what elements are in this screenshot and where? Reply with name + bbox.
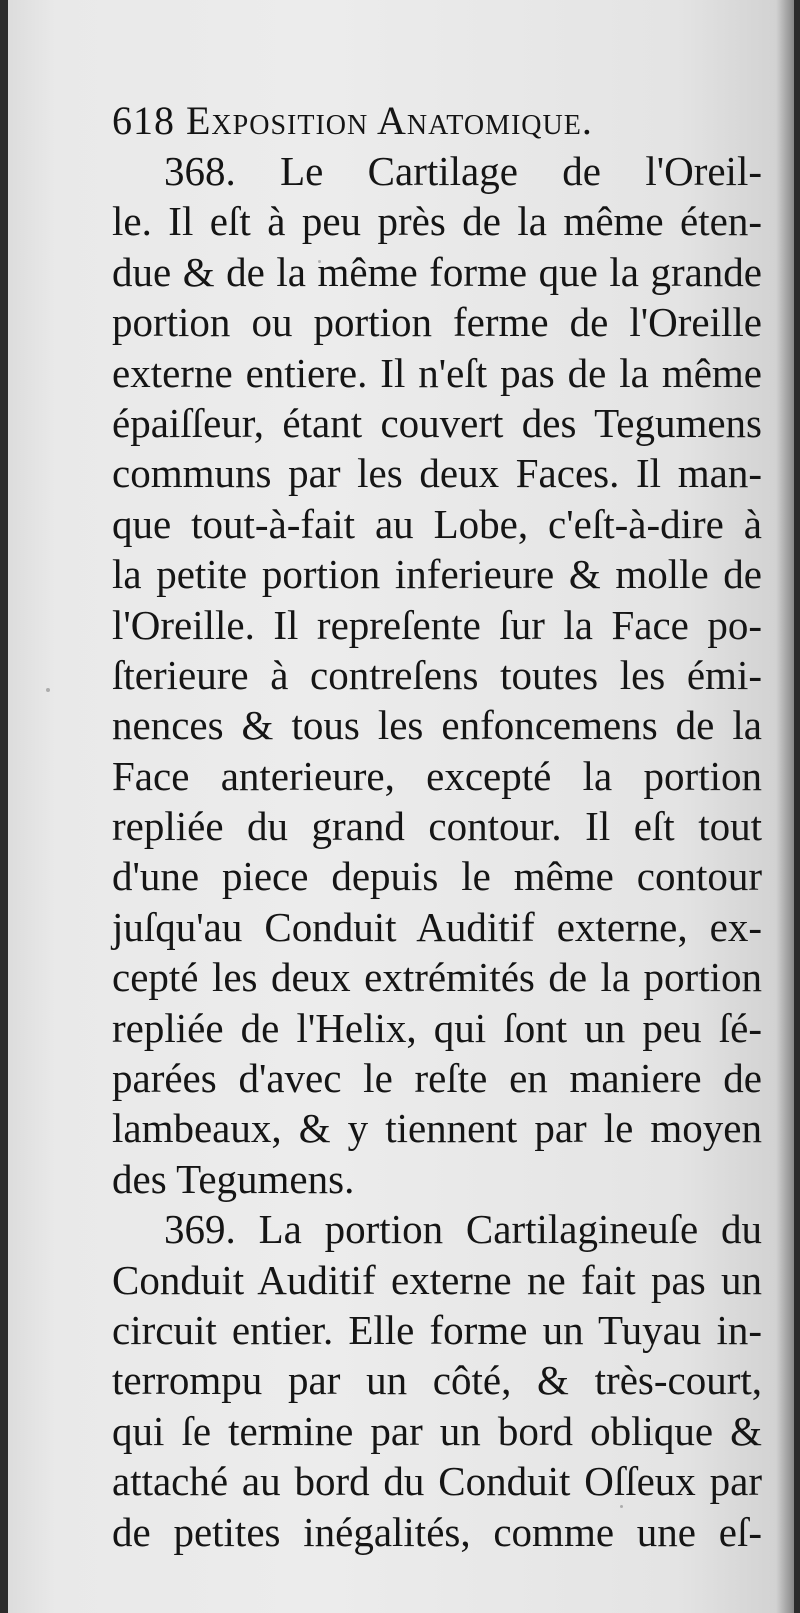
text-line: externe entiere. Il n'eſt pas de la même bbox=[112, 349, 762, 396]
text-line: juſqu'au Conduit Auditif externe, ex- bbox=[112, 903, 762, 950]
text-line: repliée du grand contour. Il eſt tout bbox=[112, 803, 762, 850]
paper-speck bbox=[46, 688, 50, 692]
text-line: attaché au bord du Conduit Oſſeux par bbox=[112, 1458, 762, 1505]
book-page bbox=[8, 0, 794, 1613]
text-line: que tout-à-fait au Lobe, c'eſt-à-dire à bbox=[112, 500, 762, 547]
text-line: terrompu par un côté, & très-court, bbox=[112, 1357, 762, 1404]
text-line: épaiſſeur, étant couvert des Tegumens bbox=[112, 399, 762, 446]
text-line: des Tegumens. bbox=[112, 1155, 355, 1202]
text-line: lambeaux, & y tiennent par le moyen bbox=[112, 1105, 762, 1152]
paper-speck bbox=[318, 260, 321, 263]
text-line: due & de la même forme que la grande bbox=[112, 248, 762, 295]
text-line: 368. Le Cartilage de l'Oreil- bbox=[164, 148, 762, 194]
text-line: de petites inégalités, comme une eſ- bbox=[112, 1508, 762, 1555]
text-line: l'Oreille. Il repreſente ſur la Face po- bbox=[112, 601, 762, 648]
text-line: la petite portion inferieure & molle de bbox=[112, 551, 762, 598]
running-head: 618 Exposition Anatomique. bbox=[112, 98, 593, 143]
page-gutter-shadow bbox=[776, 0, 794, 1613]
text-line: ſterieure à contreſens toutes les émi- bbox=[112, 651, 762, 698]
paragraph-369 bbox=[112, 1204, 762, 1557]
text-line: repliée de l'Helix, qui ſont un peu ſé- bbox=[112, 1004, 762, 1051]
text-line: qui ſe termine par un bord oblique & bbox=[112, 1407, 762, 1454]
text-line: Face anterieure, excepté la portion bbox=[112, 752, 762, 799]
page-text bbox=[112, 96, 762, 1557]
paragraph-368 bbox=[112, 146, 762, 1204]
text-line: le. Il eſt à peu près de la même éten- bbox=[112, 198, 762, 245]
text-line: nences & tous les enfoncemens de la bbox=[112, 702, 762, 749]
text-line: parées d'avec le reſte en maniere de bbox=[112, 1055, 762, 1102]
text-line: d'une piece depuis le même contour bbox=[112, 853, 762, 900]
text-line: 369. La portion Cartilagineuſe du bbox=[164, 1206, 762, 1253]
text-line: circuit entier. Elle forme un Tuyau in- bbox=[112, 1306, 762, 1353]
paper-speck bbox=[620, 1505, 623, 1508]
text-line: cepté les deux extrémités de la portion bbox=[112, 954, 762, 1001]
text-line: Conduit Auditif externe ne fait pas un bbox=[112, 1256, 762, 1303]
text-line: portion ou portion ferme de l'Oreille bbox=[112, 299, 762, 346]
text-line: communs par les deux Faces. Il man- bbox=[112, 450, 762, 497]
